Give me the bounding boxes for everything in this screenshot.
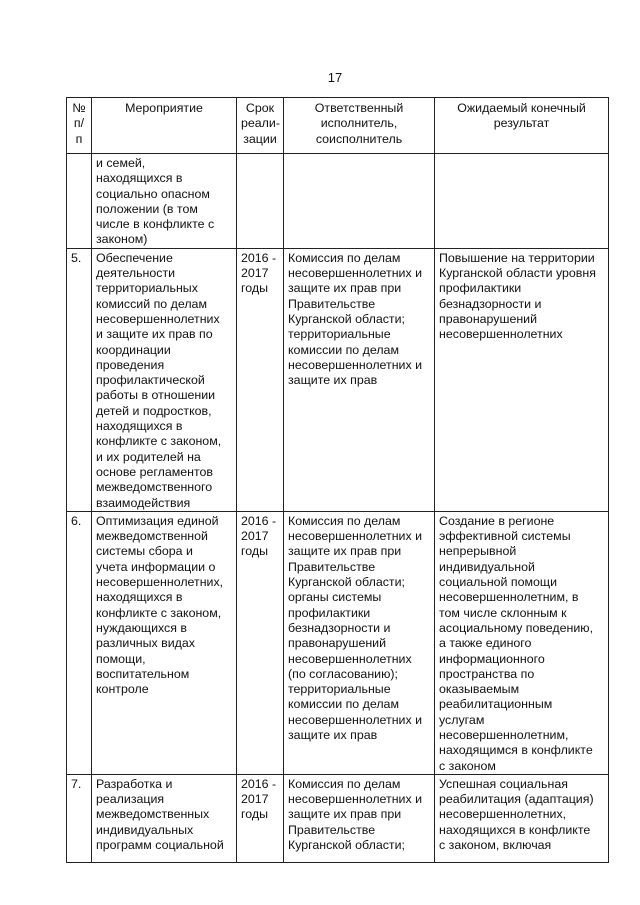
- cell-result: Создание в регионе эффективной системы непрерывной индивидуальной социальной помощи несовершеннолетним, в том числе склонным к асоциальному поведению, а также единого информационного пространства по оказываемым реабилитационным услугам несовершеннолетним, находящимся в конфликте с законом: [435, 511, 609, 774]
- cell-result: Успешная социальная реабилитация (адаптация) несовершеннолетних, находящихся в конфликте с законом, включая: [435, 774, 609, 862]
- cell-responsible: Комиссия по делам несовершеннолетних и защите их прав при Правительстве Курганской области; территориальные комиссии по делам несовершеннолетних и защите их прав: [284, 248, 435, 511]
- cell-number: 6.: [67, 511, 92, 774]
- cell-term: 2016 - 2017 годы: [237, 248, 284, 511]
- cell-number: 5.: [67, 248, 92, 511]
- action-plan-table: [66, 97, 609, 863]
- cell-event: Оптимизация единой межведомственной системы сбора и учета информации о несовершеннолетних, находящихся в конфликте с законом, нуждающихся в различных видах помощи, воспитательном контроле: [92, 511, 237, 774]
- cell-number: 7.: [67, 774, 92, 862]
- cell-number: [67, 154, 92, 249]
- cell-responsible: Комиссия по делам несовершеннолетних и защите их прав при Правительстве Курганской области; органы системы профилактики безнадзорности и правонарушений несовершеннолетних (по согласованию); территориальные комиссии по делам несовершеннолетних и защите их прав: [284, 511, 435, 774]
- table-row: [67, 774, 609, 862]
- cell-responsible: [284, 154, 435, 249]
- table-row: [67, 154, 609, 249]
- header-result: Ожидаемый конечный результат: [435, 98, 609, 154]
- cell-term: [237, 154, 284, 249]
- table-row: [67, 511, 609, 774]
- header-term: Срок реали- зации: [237, 98, 284, 154]
- cell-result: [435, 154, 609, 249]
- cell-event: Разработка и реализация межведомственных индивидуальных программ социальной: [92, 774, 237, 862]
- cell-event: Обеспечение деятельности территориальных комиссий по делам несовершеннолетних и защите их прав по координации проведения профилактической работы в отношении детей и подростков, находящихся в конфликте с законом, и их родителей на основе регламентов межведомственного взаимодействия: [92, 248, 237, 511]
- table-header-row: [67, 98, 609, 154]
- table-row: [67, 248, 609, 511]
- cell-responsible: Комиссия по делам несовершеннолетних и защите их прав при Правительстве Курганской области;: [284, 774, 435, 862]
- header-event: Мероприятие: [92, 98, 237, 154]
- cell-result: Повышение на территории Курганской области уровня профилактики безнадзорности и правонарушений несовершеннолетних: [435, 248, 609, 511]
- page-number: 17: [327, 70, 343, 85]
- header-responsible: Ответственный исполнитель, соисполнитель: [284, 98, 435, 154]
- cell-term: 2016 - 2017 годы: [237, 511, 284, 774]
- cell-term: 2016 - 2017 годы: [237, 774, 284, 862]
- header-number: № п/п: [67, 98, 92, 154]
- cell-event: и семей, находящихся в социально опасном положении (в том числе в конфликте с законом): [92, 154, 237, 249]
